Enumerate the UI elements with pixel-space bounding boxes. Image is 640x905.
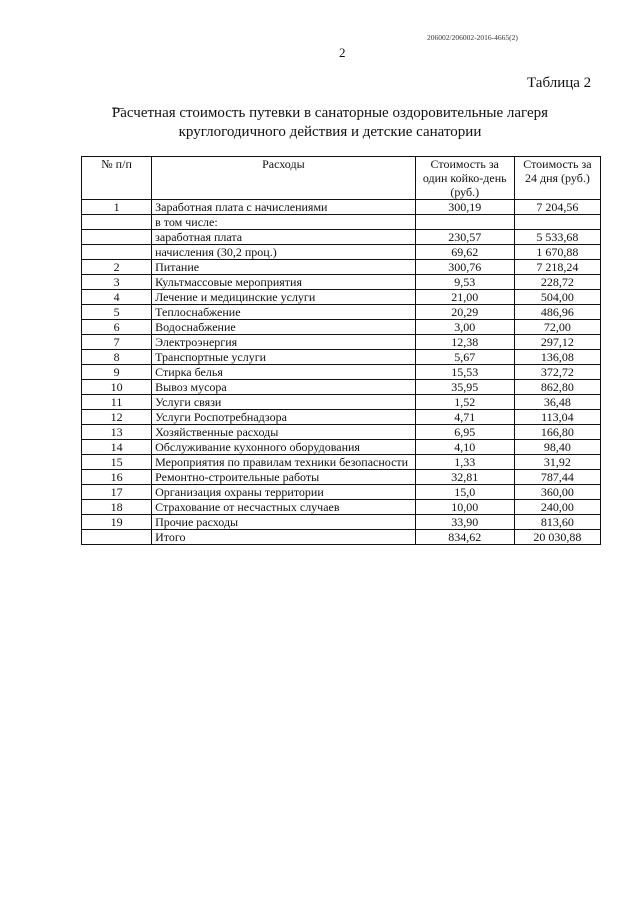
table-row: [82, 245, 601, 260]
row-expense-name: Ремонтно-строительные работы: [152, 470, 416, 485]
row-cost-per-24-days: 7 204,56: [514, 200, 600, 215]
row-cost-per-24-days: 486,96: [514, 305, 600, 320]
row-expense-name: Водоснабжение: [152, 320, 416, 335]
header-num: № п/п: [82, 157, 152, 200]
row-number: 18: [82, 500, 152, 515]
row-expense-name: Вывоз мусора: [152, 380, 416, 395]
document-title: [100, 104, 560, 142]
table-row: [82, 305, 601, 320]
row-expense-name: начисления (30,2 проц.): [152, 245, 416, 260]
row-cost-per-24-days: 360,00: [514, 485, 600, 500]
row-cost-per-24-days: 813,60: [514, 515, 600, 530]
row-cost-per-day: 21,00: [415, 290, 514, 305]
table-row: [82, 485, 601, 500]
row-cost-per-day: 6,95: [415, 425, 514, 440]
row-number: 19: [82, 515, 152, 530]
total-per-day: 834,62: [415, 530, 514, 545]
row-number: 1: [82, 200, 152, 215]
row-number: [82, 245, 152, 260]
row-number: 4: [82, 290, 152, 305]
table-row: [82, 215, 601, 230]
row-cost-per-day: 33,90: [415, 515, 514, 530]
row-number: 5: [82, 305, 152, 320]
table-row: [82, 200, 601, 215]
row-cost-per-day: 1,52: [415, 395, 514, 410]
header-expense: Расходы: [152, 157, 416, 200]
row-cost-per-day: 32,81: [415, 470, 514, 485]
row-cost-per-day: 69,62: [415, 245, 514, 260]
row-expense-name: Стирка белья: [152, 365, 416, 380]
row-cost-per-24-days: 787,44: [514, 470, 600, 485]
row-cost-per-day: 1,33: [415, 455, 514, 470]
row-cost-per-day: 230,57: [415, 230, 514, 245]
row-cost-per-24-days: 5 533,68: [514, 230, 600, 245]
table-row: [82, 350, 601, 365]
row-number: 12: [82, 410, 152, 425]
row-number: 2: [82, 260, 152, 275]
row-cost-per-24-days: 862,80: [514, 380, 600, 395]
total-num-cell: [82, 530, 152, 545]
row-number: 7: [82, 335, 152, 350]
row-cost-per-day: 4,10: [415, 440, 514, 455]
row-cost-per-24-days: 31,92: [514, 455, 600, 470]
row-cost-per-24-days: 504,00: [514, 290, 600, 305]
row-expense-name: Культмассовые мероприятия: [152, 275, 416, 290]
row-cost-per-day: 3,00: [415, 320, 514, 335]
total-row: [82, 530, 601, 545]
table-row: [82, 260, 601, 275]
row-cost-per-day: 5,67: [415, 350, 514, 365]
table-header-row: [82, 157, 601, 200]
total-per-24: 20 030,88: [514, 530, 600, 545]
row-cost-per-day: 20,29: [415, 305, 514, 320]
row-expense-name: Мероприятия по правилам техники безопасности: [152, 455, 416, 470]
row-cost-per-24-days: 113,04: [514, 410, 600, 425]
row-number: 16: [82, 470, 152, 485]
row-number: 13: [82, 425, 152, 440]
row-cost-per-24-days: 372,72: [514, 365, 600, 380]
row-cost-per-day: 12,38: [415, 335, 514, 350]
row-number: 3: [82, 275, 152, 290]
row-cost-per-day: 15,53: [415, 365, 514, 380]
row-cost-per-24-days: 7 218,24: [514, 260, 600, 275]
header-per-day: Стоимость за один койко-день (руб.): [415, 157, 514, 200]
row-cost-per-24-days: 98,40: [514, 440, 600, 455]
row-number: 8: [82, 350, 152, 365]
row-cost-per-day: 300,76: [415, 260, 514, 275]
table-row: [82, 470, 601, 485]
row-expense-name: Услуги Роспотребнадзора: [152, 410, 416, 425]
table-row: [82, 410, 601, 425]
row-cost-per-24-days: 240,00: [514, 500, 600, 515]
table-row: [82, 275, 601, 290]
row-expense-name: Обслуживание кухонного оборудования: [152, 440, 416, 455]
row-cost-per-24-days: [514, 215, 600, 230]
row-number: 14: [82, 440, 152, 455]
row-number: 6: [82, 320, 152, 335]
table-row: [82, 380, 601, 395]
row-expense-name: заработная плата: [152, 230, 416, 245]
row-expense-name: Услуги связи: [152, 395, 416, 410]
row-number: 17: [82, 485, 152, 500]
table-row: [82, 320, 601, 335]
table-row: [82, 455, 601, 470]
cost-table: [81, 156, 601, 545]
row-cost-per-24-days: 228,72: [514, 275, 600, 290]
row-expense-name: Страхование от несчастных случаев: [152, 500, 416, 515]
row-cost-per-day: 4,71: [415, 410, 514, 425]
row-number: 10: [82, 380, 152, 395]
row-number: [82, 215, 152, 230]
row-cost-per-day: 10,00: [415, 500, 514, 515]
header-per-24: Стоимость за 24 дня (руб.): [514, 157, 600, 200]
table-label: Таблица 2: [527, 75, 592, 91]
table-row: [82, 425, 601, 440]
table-row: [82, 335, 601, 350]
row-cost-per-24-days: 136,08: [514, 350, 600, 365]
row-expense-name: Организация охраны территории: [152, 485, 416, 500]
table-row: [82, 230, 601, 245]
row-cost-per-24-days: 297,12: [514, 335, 600, 350]
row-cost-per-day: 9,53: [415, 275, 514, 290]
row-number: 15: [82, 455, 152, 470]
row-cost-per-24-days: 1 670,88: [514, 245, 600, 260]
title-line-1: Расчетная стоимость путевки в санаторные оздоровительные лагеря: [111, 105, 549, 121]
row-number: [82, 230, 152, 245]
row-number: 9: [82, 365, 152, 380]
row-expense-name: Электроэнергия: [152, 335, 416, 350]
row-cost-per-24-days: 72,00: [514, 320, 600, 335]
row-expense-name: Заработная плата с начислениями: [152, 200, 416, 215]
table-body: [82, 200, 601, 530]
row-expense-name: Транспортные услуги: [152, 350, 416, 365]
row-cost-per-day: 15,0: [415, 485, 514, 500]
page-number: 2: [339, 45, 346, 60]
row-expense-name: Теплоснабжение: [152, 305, 416, 320]
table-row: [82, 365, 601, 380]
row-cost-per-24-days: 36,48: [514, 395, 600, 410]
table-row: [82, 290, 601, 305]
table-row: [82, 500, 601, 515]
row-cost-per-day: 35,95: [415, 380, 514, 395]
title-line-2: круглогодичного действия и детские санатории: [178, 124, 482, 140]
row-expense-name: Питание: [152, 260, 416, 275]
row-expense-name: Прочие расходы: [152, 515, 416, 530]
row-cost-per-day: [415, 215, 514, 230]
document-number: 206002/206002-2016-4665(2): [427, 33, 518, 42]
total-label: Итого: [152, 530, 416, 545]
row-expense-name: Лечение и медицинские услуги: [152, 290, 416, 305]
table-row: [82, 515, 601, 530]
row-expense-name: Хозяйственные расходы: [152, 425, 416, 440]
row-number: 11: [82, 395, 152, 410]
table-row: [82, 395, 601, 410]
row-cost-per-day: 300,19: [415, 200, 514, 215]
table-row: [82, 440, 601, 455]
row-expense-name: в том числе:: [152, 215, 416, 230]
row-cost-per-24-days: 166,80: [514, 425, 600, 440]
